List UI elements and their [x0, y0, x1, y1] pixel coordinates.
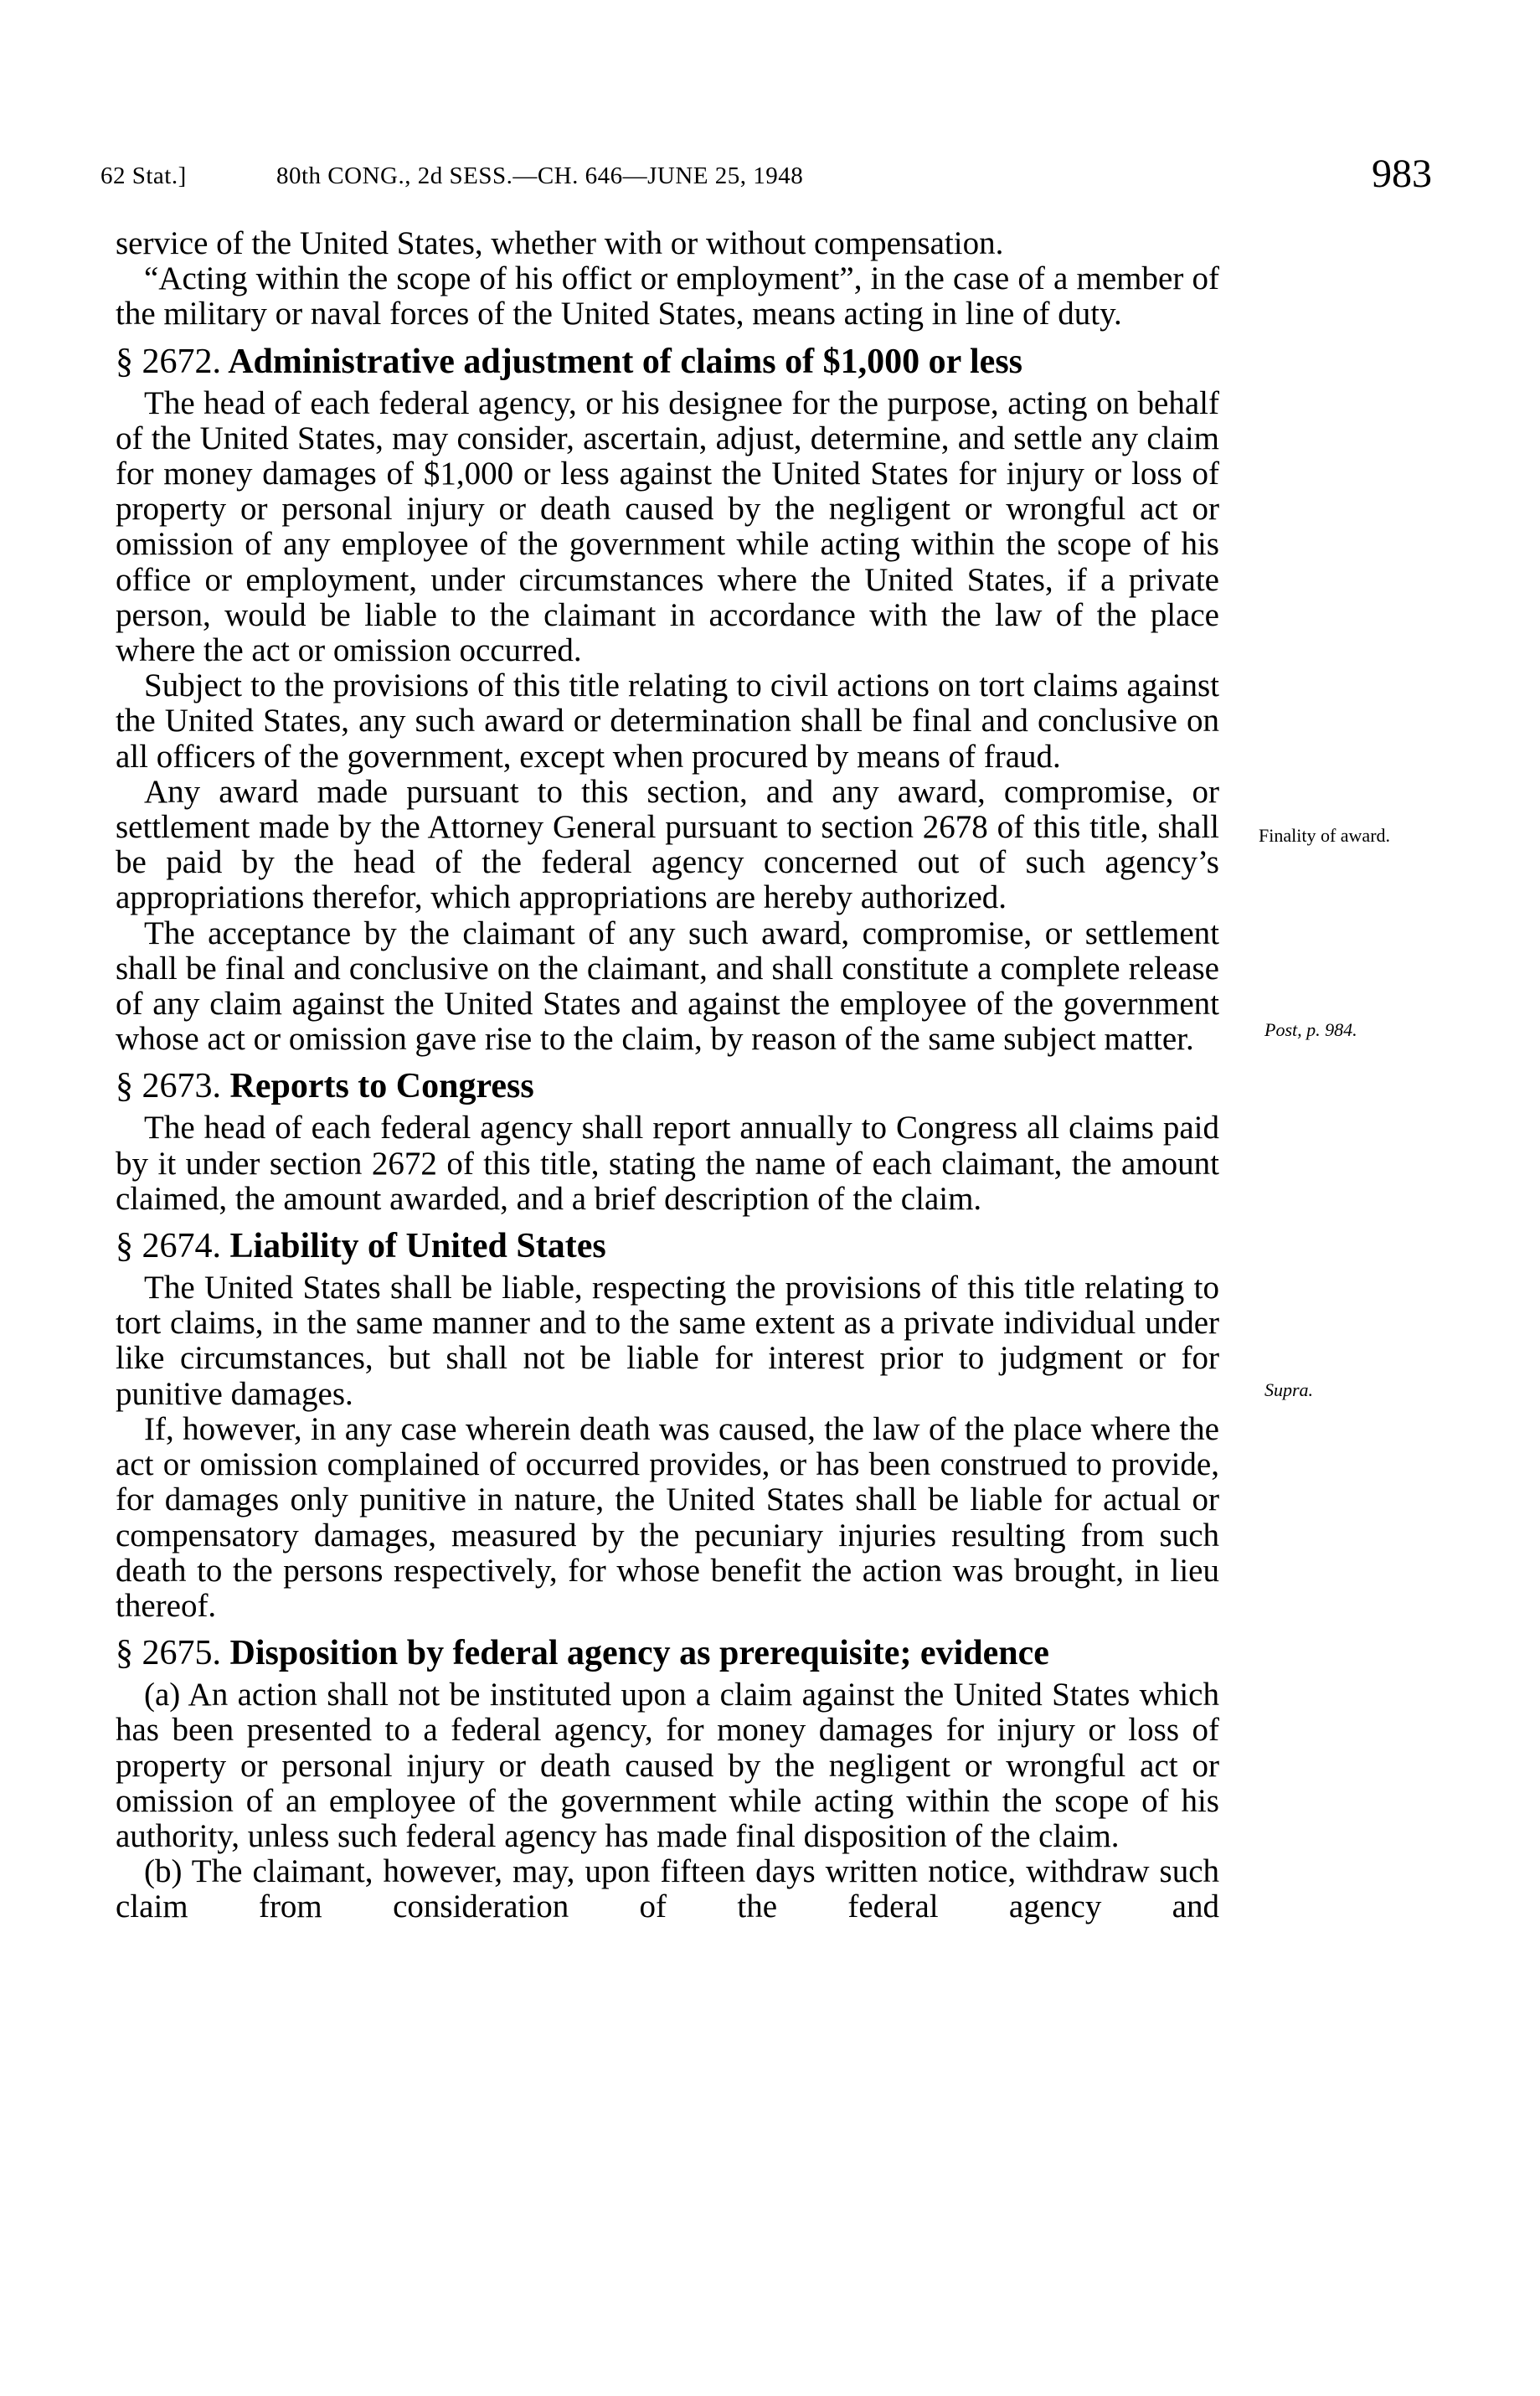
main-text-column [116, 226, 1219, 1925]
section-2672-paragraph-4: The acceptance by the claimant of any such award, compromise, or settlement shall be final and conclusive on the claimant, and shall constitute a complete release of any claim against the United States and against the employee of the government whose act or omission gave rise to the claim, by reason of the same subject matter. [116, 915, 1219, 1058]
section-2673-paragraph-1: The head of each federal agency shall report annually to Congress all claims paid by it under section 2672 of this title, stating the name of each claimant, the amount claimed, the amount awarded, and a brief description of the claim. [116, 1110, 1219, 1217]
section-2674-title: Liability of United States [229, 1227, 606, 1266]
margin-note-finality: Finality of award. [1259, 825, 1391, 846]
section-2674-paragraph-1: The United States shall be liable, respecting the provisions of this title relating to tort claims, in the same manner and to the same extent as a private individual under like circumstances, but shall not be liable for interest prior to judgment or for punitive damages. [116, 1270, 1219, 1412]
page-number: 983 [1372, 152, 1432, 196]
section-2674-number: § 2674. [116, 1227, 221, 1266]
section-2675-heading [116, 1634, 1219, 1672]
section-2674-heading [116, 1227, 1219, 1265]
section-2673-heading [116, 1067, 1219, 1105]
section-2675-subsection-a: (a) An action shall not be instituted upon a claim against the United States which has been presented to a federal agency, for money damages for injury or loss of property or personal injury or death caused by the negligent or wrongful act or omission of an employee of the government while acting within the scope of his authority, unless such federal agency has made final disposition of the claim. [116, 1677, 1219, 1854]
session-chapter-line: 80th CONG., 2d SESS.—CH. 646—JUNE 25, 1948 [276, 162, 804, 189]
section-2672-paragraph-1: The head of each federal agency, or his designee for the purpose, acting on behalf of the United States, may consider, ascertain, adjust, determine, and settle any claim for money damages of $1,000 or less against the United States for injury or loss of property or personal injury or death caused by the negligent or wrongful act or omission of any employee of the government while acting within the scope of his office or employment, under circumstances where the United States, if a private person, would be liable to the claimant in accordance with the law of the place where the act or omission occurred. [116, 384, 1219, 669]
section-2672-paragraph-3: Any award made pursuant to this section, and any award, compromise, or settlement made by the Attorney General pursuant to section 2678 of this title, shall be paid by the head of the federal agency concerned out of such agency’s appropriations therefor, which appropriations are hereby authorized. [116, 773, 1219, 916]
section-2675-title: Disposition by federal agency as prerequisite; evidence [229, 1634, 1049, 1673]
volume-reference: 62 Stat.] [100, 162, 187, 189]
paragraph-definition: “Acting within the scope of his offict or employment”, in the case of a member of the military or naval forces of the United States, means acting in line of duty. [116, 260, 1219, 332]
margin-note-post-reference: Post, p. 984. [1264, 1019, 1357, 1040]
section-2672-title: Administrative adjustment of claims of $1,000 or less [228, 342, 1023, 381]
section-2674-paragraph-2: If, however, in any case wherein death was caused, the law of the place where the act or omission complained of occurred provides, or has been construed to provide, for damages only punitive in nature, the United States shall be liable for actual or compensatory damages, measured by the pecuniary injuries resulting from such death to the persons respectively, for whose benefit the action was brought, in lieu thereof. [116, 1410, 1219, 1624]
section-2673-title: Reports to Congress [229, 1067, 534, 1106]
section-2675-subsection-b: (b) The claimant, however, may, upon fifteen days written notice, withdraw such claim from consideration of the federal agency and [116, 1853, 1219, 1925]
section-2672-heading [116, 343, 1219, 381]
section-2672-paragraph-2: Subject to the provisions of this title relating to civil actions on tort claims against the United States, any such award or determination shall be final and conclusive on all officers of the government, except when procured by means of fraud. [116, 667, 1219, 775]
margin-note-supra: Supra. [1264, 1379, 1314, 1400]
section-2675-number: § 2675. [116, 1634, 221, 1673]
running-header [100, 152, 1432, 208]
paragraph-continuation: service of the United States, whether with or without compensation. [116, 225, 1004, 261]
section-2672-number: § 2672. [116, 342, 221, 381]
section-2673-number: § 2673. [116, 1067, 221, 1106]
